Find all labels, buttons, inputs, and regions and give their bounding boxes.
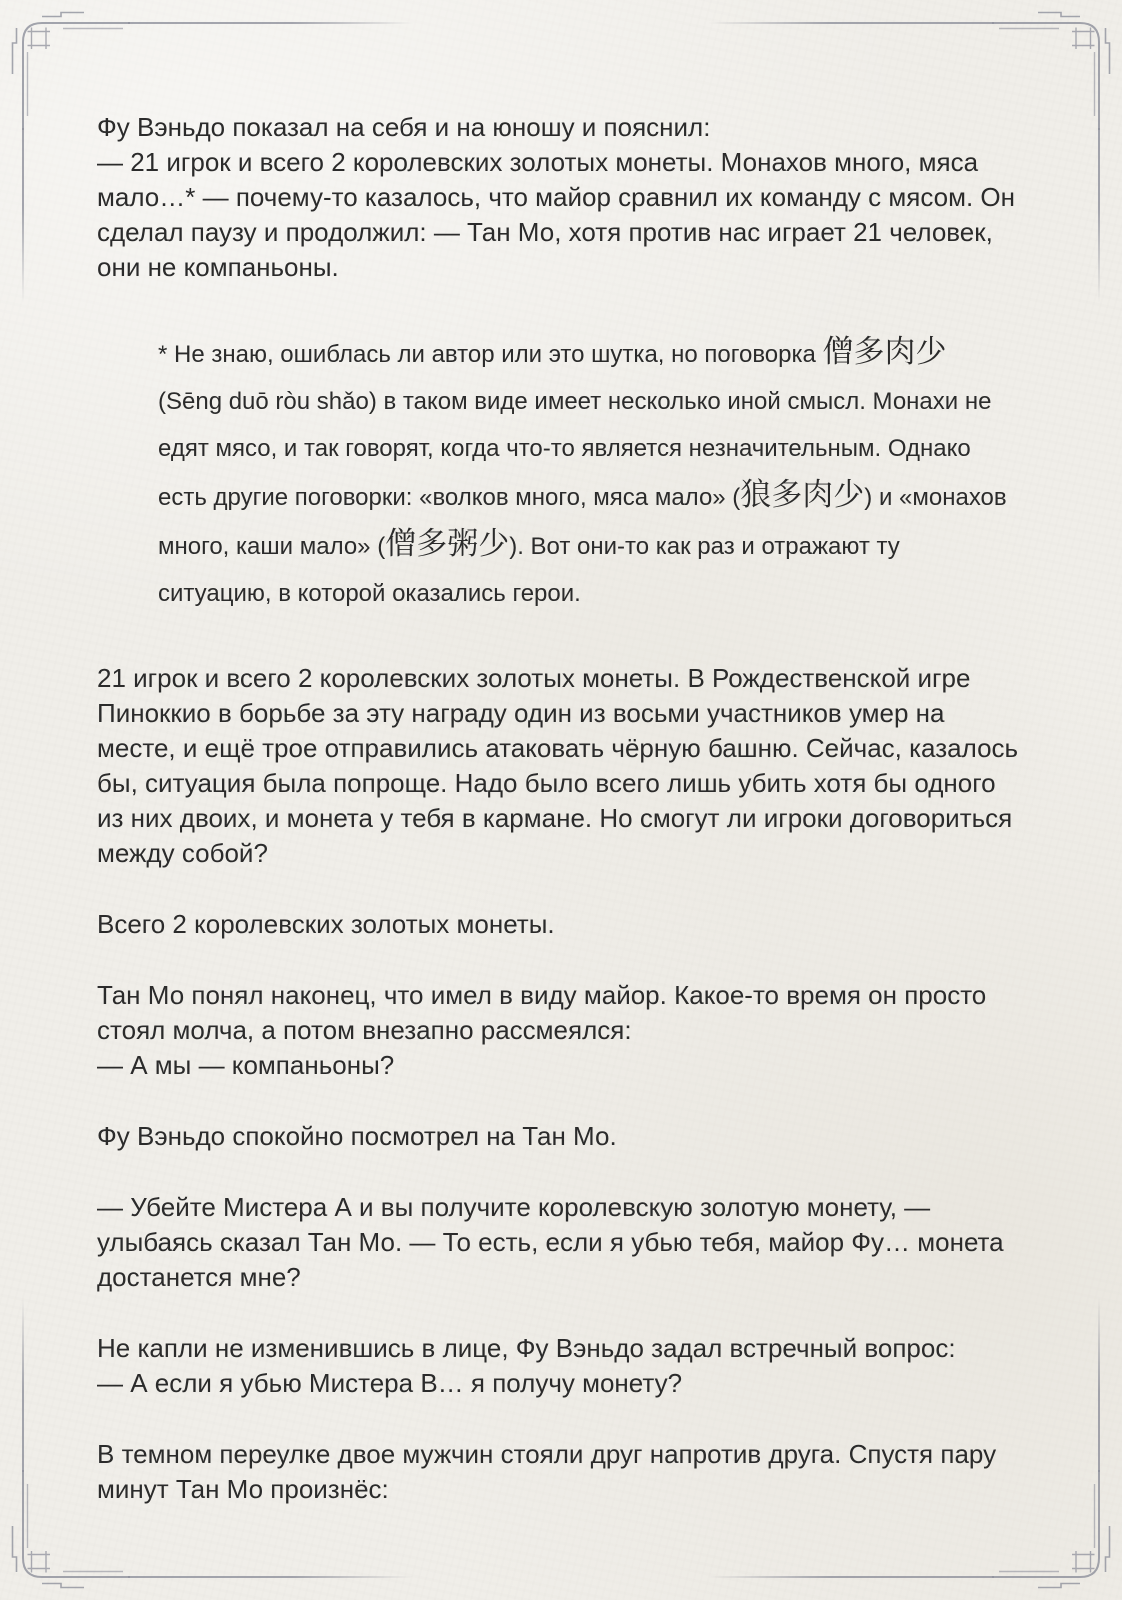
body-paragraph: [97, 1437, 1027, 1507]
zigzag-side: [13, 28, 17, 74]
body-paragraph: [97, 661, 1027, 871]
text-run: — А мы — компаньоны?: [97, 1050, 395, 1080]
frame-edge-right: [1098, 128, 1100, 1472]
text-run: * Не знаю, ошиблась ли автор или это шутка, но поговорка: [158, 341, 823, 368]
text-run: В темном переулке двое мужчин стояли друг напротив друга. Спустя пару минут Тан Мо произнёс:: [97, 1439, 997, 1504]
text-run: 21 игрок и всего 2 королевских золотых монеты. В Рождественской игре Пиноккио в борьбе за эту награду один из восьми участников умер на месте, и ещё трое отправились атаковать чёрную башню. Сейчас, казалось бы, ситуация была попроще. Надо было всего лишь убить хотя бы одного из них двоих, и монета у тебя в кармане. Но смогут ли игроки договориться между собой?: [97, 663, 1019, 868]
text-run: Не капли не изменившись в лице, Фу Вэньдо задал встречный вопрос:: [97, 1333, 956, 1363]
body-paragraph: [97, 1190, 1027, 1295]
body-paragraph: [97, 1119, 1027, 1154]
text-run: Всего 2 королевских золотых монеты.: [97, 909, 555, 939]
body-paragraph: [97, 978, 1027, 1083]
text-run: — Убейте Мистера А и вы получите королевскую золотую монету, — улыбаясь сказал Тан Мо. — То есть, если я убью тебя, майор Фу… монета достанется мне?: [97, 1192, 1004, 1292]
cjk-phrase: 僧多肉少: [822, 334, 947, 370]
text-run: — А если я убью Мистера В… я получу монету?: [97, 1368, 683, 1398]
text-run: ) и «монахов много, каши мало» (: [158, 484, 1007, 560]
text-run: — 21 игрок и всего 2 королевских золотых монеты. Монахов много, мяса мало…* — почему-то казалось, что майор сравнил их команду с мясом. Он сделал паузу и продолжил: — Тан Мо, хотя против нас играет 21 человек, они не компаньоны.: [97, 147, 1015, 282]
zigzag-top: [42, 13, 84, 17]
body-paragraph: [97, 907, 1027, 942]
corner-square-ornament: [28, 28, 51, 50]
text-run: (Sēng duō ròu shǎo) в таком виде имеет несколько иной смысл. Монахи не едят мясо, и так говорят, когда что-то является незначительным. Однако есть другие поговорки: «волков много, мяса мало» (: [158, 388, 992, 511]
cjk-phrase: 狼多肉少: [740, 477, 865, 513]
frame-edge-bottom: [128, 1576, 994, 1578]
body-paragraph: [97, 110, 1027, 285]
document-body: [97, 110, 1027, 1543]
text-run: ). Вот они-то как раз и отражают ту ситуацию, в которой оказались герои.: [158, 533, 900, 607]
cjk-phrase: 僧多粥少: [385, 526, 510, 562]
text-run: Фу Вэньдо показал на себя и на юношу и пояснил:: [97, 112, 711, 142]
text-run: Фу Вэньдо спокойно посмотрел на Тан Мо.: [97, 1121, 617, 1151]
frame-edge-left: [22, 128, 24, 1472]
body-paragraph: [97, 1331, 1027, 1401]
text-run: Тан Мо понял наконец, что имел в виду майор. Какое-то время он просто стоял молча, а потом внезапно рассмеялся:: [97, 980, 987, 1045]
frame-edge-top: [128, 22, 994, 24]
footnote-paragraph: [158, 329, 1010, 617]
